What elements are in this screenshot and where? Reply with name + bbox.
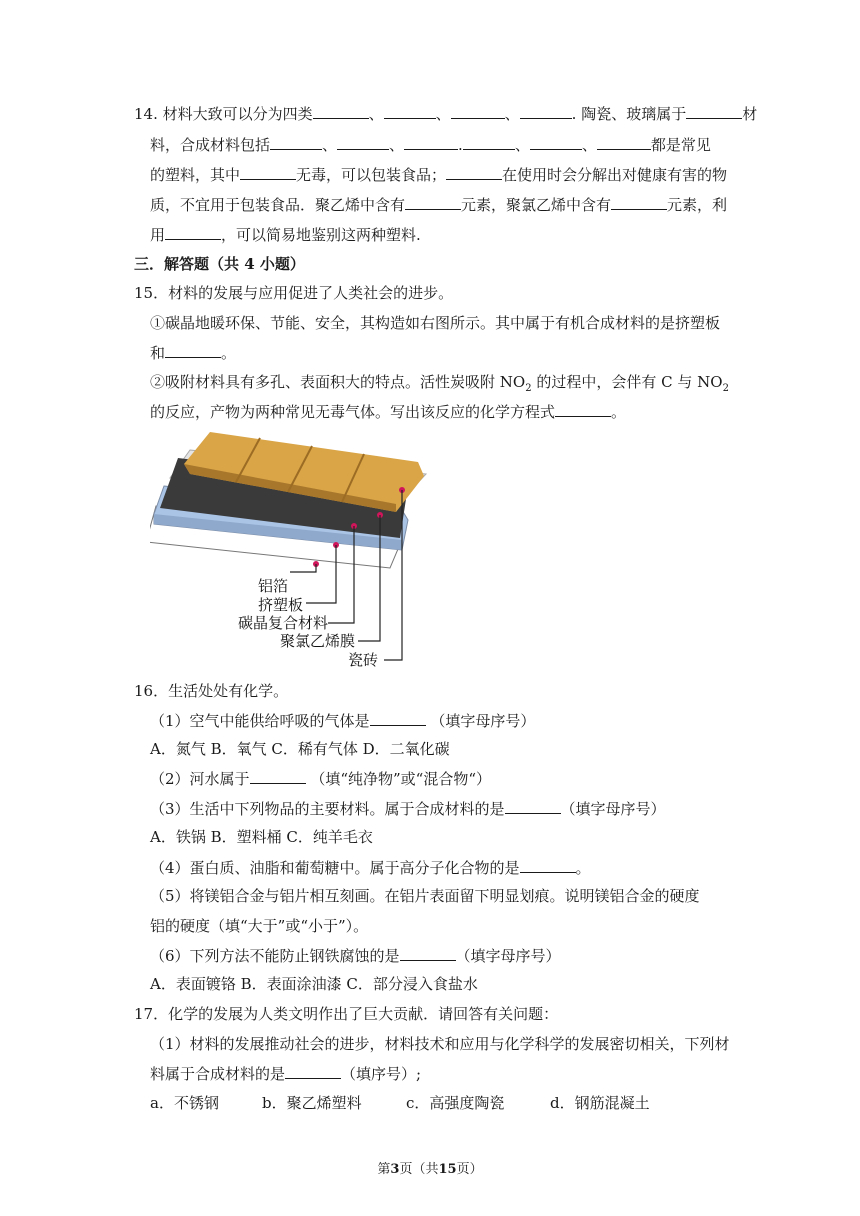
q14-line-3: 的塑料，其中 无毒，可以包装食品； 在使用时会分解出对健康有害的物 — [150, 166, 728, 184]
q14-line-2: 料，合成材料包括 、 、 . 、 、 都是常见 — [150, 136, 711, 154]
answer-blank[interactable] — [530, 134, 582, 150]
answer-blank[interactable] — [686, 103, 742, 119]
answer-blank[interactable] — [404, 134, 458, 150]
q15-stem: 15．材料的发展与应用促进了人类社会的进步。 — [134, 284, 454, 302]
q16-s6: （6）下列方法不能防止钢铁腐蚀的是 （填字母序号） — [150, 947, 561, 965]
answer-blank[interactable] — [405, 194, 461, 210]
answer-blank[interactable] — [520, 103, 572, 119]
answer-blank[interactable] — [597, 134, 651, 150]
answer-blank[interactable] — [165, 342, 221, 358]
answer-blank[interactable] — [285, 1063, 341, 1079]
q16-s4: （4）蛋白质、油脂和葡萄糖中。属于高分子化合物的是 。 — [150, 859, 591, 877]
q17-option-b: b．聚乙烯塑料 — [262, 1094, 362, 1112]
q15-part1-line2: 和 。 — [150, 344, 237, 362]
answer-blank[interactable] — [250, 768, 306, 784]
answer-blank[interactable] — [520, 857, 576, 873]
q14-line-4: 质，不宜用于包装食品．聚乙烯中含有 元素，聚氯乙烯中含有 元素，利 — [150, 196, 728, 214]
answer-blank[interactable] — [270, 134, 322, 150]
q15-part2-line2: 的反应，产物为两种常见无毒气体。写出该反应的化学方程式 。 — [150, 403, 627, 421]
answer-blank[interactable] — [165, 224, 221, 240]
section-heading: 三．解答题（共 4 小题） — [134, 255, 305, 273]
q17-option-a: a．不锈钢 — [150, 1094, 219, 1112]
q14-line-1: 14. 材料大致可以分为四类 、 、 、 . 陶瓷、玻璃属于 材 — [134, 105, 758, 123]
q16-s3-options: A．铁锅 B．塑料桶 C．纯羊毛衣 — [150, 828, 373, 846]
answer-blank[interactable] — [505, 798, 561, 814]
answer-blank[interactable] — [555, 401, 611, 417]
q17-s1-line1: （1）材料的发展推动社会的进步，材料技术和应用与化学科学的发展密切相关，下列材 — [150, 1035, 730, 1053]
q16-s3: （3）生活中下列物品的主要材料。属于合成材料的是 （填字母序号） — [150, 800, 666, 818]
label-tile: 瓷砖 — [348, 651, 379, 668]
q17-option-c: c．高强度陶瓷 — [406, 1094, 505, 1112]
q17-stem: 17．化学的发展为人类文明作出了巨大贡献．请回答有关问题： — [134, 1005, 559, 1023]
answer-blank[interactable] — [384, 103, 436, 119]
q16-s6-options: A．表面镀铬 B．表面涂油漆 C．部分浸入食盐水 — [150, 975, 478, 993]
q17-option-d: d．钢筋混凝土 — [550, 1094, 650, 1112]
answer-blank[interactable] — [370, 710, 426, 726]
q16-s1: （1）空气中能供给呼吸的气体是 （填字母序号） — [150, 712, 536, 730]
label-pvc: 聚氯乙烯膜 — [280, 632, 356, 650]
floor-layer-diagram — [150, 428, 430, 668]
q17-s1-line2: 料属于合成材料的是 （填序号）; — [150, 1065, 422, 1083]
answer-blank[interactable] — [451, 103, 505, 119]
q15-part2-line1: ②吸附材料具有多孔、表面积大的特点。活性炭吸附 $NO_2$ 的过程中，会伴有 C 与 $NO_2$ — [150, 373, 729, 394]
answer-blank[interactable] — [446, 164, 502, 180]
q16-s5-line1: （5）将镁铝合金与铝片相互刻画。在铝片表面留下明显划痕。说明镁铝合金的硬度 — [150, 887, 700, 905]
answer-blank[interactable] — [240, 164, 296, 180]
page-footer: 第3页（共15页） — [377, 1162, 483, 1177]
q16-s2: （2）河水属于 （填“纯净物”或“混合物“） — [150, 770, 492, 788]
q15-part1-line1: ①碳晶地暖环保、节能、安全，其构造如右图所示。其中属于有机合成材料的是挤塑板 — [150, 314, 721, 332]
q14-line-5: 用 ，可以简易地鉴别这两种塑料. — [150, 226, 421, 244]
label-foil: 铝箔 — [258, 577, 289, 595]
q16-s5-line2: 铝的硬度（填“大于”或“小于”）。 — [150, 917, 369, 935]
answer-blank[interactable] — [313, 103, 369, 119]
answer-blank[interactable] — [463, 134, 515, 150]
answer-blank[interactable] — [400, 945, 456, 961]
answer-blank[interactable] — [611, 194, 667, 210]
label-carbon: 碳晶复合材料 — [238, 614, 329, 632]
q16-stem: 16．生活处处有化学。 — [134, 682, 289, 700]
answer-blank[interactable] — [337, 134, 389, 150]
label-foam: 挤塑板 — [258, 596, 304, 614]
q16-s1-options: A．氮气 B．氧气 C．稀有气体 D．二氧化碳 — [150, 740, 450, 758]
